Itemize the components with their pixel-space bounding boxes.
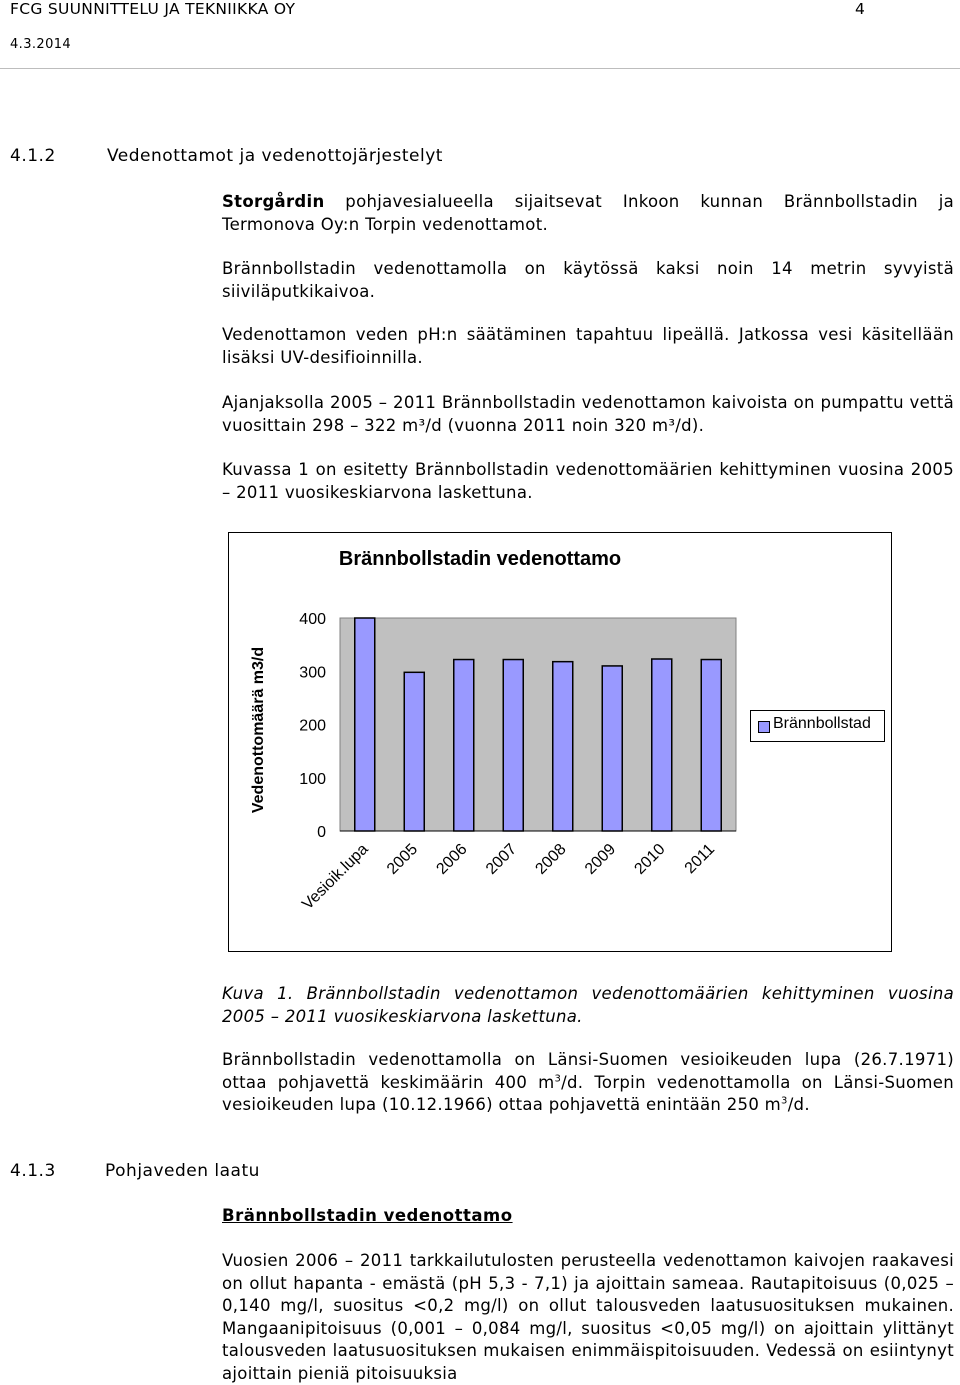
permit-sup-2: 3: [781, 1095, 788, 1107]
x-tick-label: Vesioik.lupa: [299, 840, 372, 914]
legend-label: Brännbollstad: [773, 715, 871, 732]
subheading-brannbollstad: Brännbollstadin vedenottamo: [222, 1206, 513, 1225]
section-title-413: Pohjaveden laatu: [105, 1161, 260, 1181]
y-tick-label: 300: [299, 664, 326, 682]
x-tick-label: 2006: [433, 840, 471, 878]
bar: [404, 672, 424, 831]
paragraph-water-quality: Vuosien 2006 – 2011 tarkkailutulosten perusteella vedenottamon kaivojen raakavesi on ollut hapanta - emästä (pH 5,3 - 7,1) ja ajoittain sameaa. Rautapitoisuus (0,025 – 0,140 mg/l, suositus <0,2 mg/l) on ollut talousveden laatusuosituksen mukainen. Mangaanipitoisuus (0,001 – 0,084 mg/l, suositus <0,05 mg/l) on ajoittain ylittänyt talousveden laatusuosituksen mukaisen enimmäispitoisuuden. Vedessä on esiintynyt ajoittain pieniä pitoisuuksia: [222, 1251, 954, 1383]
y-tick-label: 0: [317, 824, 326, 841]
paragraph-permit: [222, 1049, 954, 1117]
y-tick-label: 200: [299, 717, 326, 735]
bar: [602, 666, 622, 831]
bar: [553, 662, 573, 831]
x-tick-label: 2009: [581, 840, 620, 878]
paragraph-figure-intro: Kuvassa 1 on esitetty Brännbollstadin vedenottomäärien kehittyminen vuosina 2005 – 2011 vuosikeskiarvona laskettuna.: [222, 460, 954, 502]
chart-legend: [750, 710, 885, 742]
legend-swatch: [758, 721, 770, 733]
section-title-412: Vedenottamot ja vedenottojärjestelyt: [107, 146, 443, 166]
x-tick-label: 2010: [631, 840, 669, 878]
bar: [701, 660, 721, 831]
bar: [454, 660, 474, 831]
x-tick-label: 2008: [532, 840, 570, 878]
paragraph-pumping: Ajanjaksolla 2005 – 2011 Brännbollstadin vedenottamon kaivoista on pumpattu vettä vuosittain 298 – 322 m³/d (vuonna 2011 noin 320 m³/d).: [222, 393, 954, 435]
x-tick-label: 2011: [681, 840, 719, 878]
chart-y-axis-label: Vedenottomäärä m3/d: [250, 646, 267, 814]
permit-text-1: Brännbollstadin vedenottamolla on Länsi-Suomen vesioikeuden lupa (26.7.1971) ottaa pohjavettä keskimäärin 400 m: [222, 1050, 954, 1092]
section-number-412: 4.1.2: [10, 146, 56, 166]
y-tick-label: 400: [299, 611, 326, 628]
chart-title: Brännbollstadin vedenottamo: [338, 548, 622, 570]
header-date: 4.3.2014: [10, 37, 72, 52]
permit-sup-1: 3: [554, 1073, 562, 1084]
figure-caption: Kuva 1. Brännbollstadin vedenottamon vedenottomäärien kehittyminen vuosina 2005 – 2011 vuosikeskiarvona laskettuna.: [222, 984, 954, 1026]
header-company: FCG SUUNNITTELU JA TEKNIIKKA OY: [10, 0, 296, 18]
paragraph-storgardin-bold: Storgårdin: [222, 192, 325, 211]
bar: [503, 660, 523, 831]
header-page-number: 4: [855, 0, 866, 18]
y-tick-label: 100: [299, 770, 326, 788]
section-number-413: 4.1.3: [10, 1161, 56, 1181]
x-tick-label: 2005: [383, 840, 422, 878]
paragraph-ph: Vedenottamon veden pH:n säätäminen tapahtuu lipeällä. Jatkossa vesi käsitellään lisäksi UV-desifioinnilla.: [222, 325, 954, 367]
permit-text-2: /d. Torpin vedenottamolla on Länsi-Suomen vesioikeuden lupa (10.12.1966) ottaa pohjavettä enintään 250 m: [222, 1072, 954, 1114]
paragraph-wells: Brännbollstadin vedenottamolla on käytössä kaksi noin 14 metrin syvyistä siiviläputkikaivoa.: [222, 259, 954, 301]
plot-area: [340, 618, 736, 831]
x-tick-label: 2007: [482, 840, 521, 878]
permit-text-3: /d.: [787, 1095, 810, 1114]
paragraph-storgardin-rest: pohjavesialueella sijaitsevat Inkoon kunnan Brännbollstadin ja Termonova Oy:n Torpin vedenottamot.: [222, 192, 954, 234]
bar: [652, 659, 672, 831]
bar: [355, 618, 375, 831]
